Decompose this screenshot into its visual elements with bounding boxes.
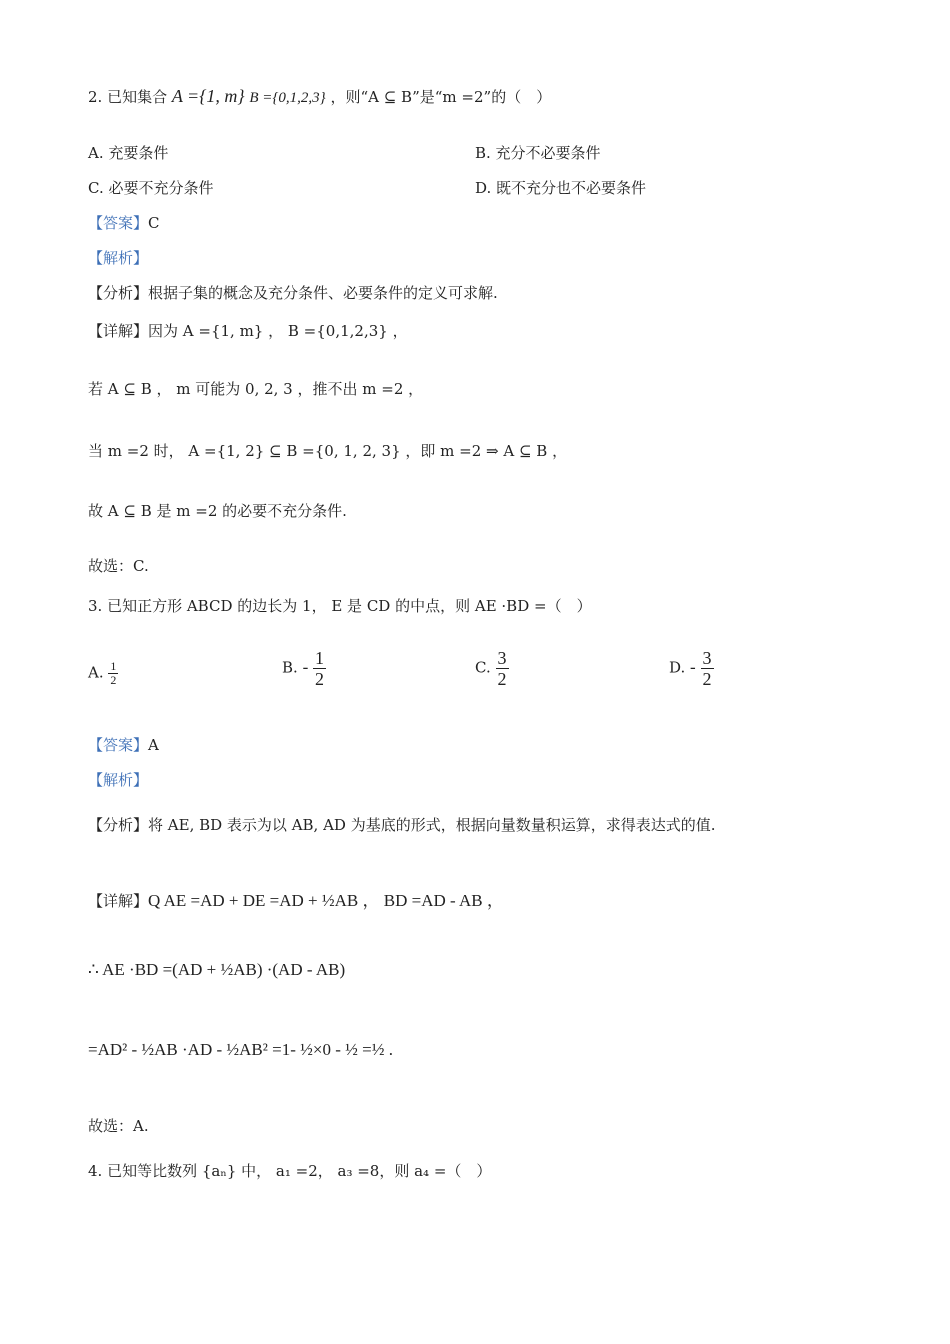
q3-choice: 故选：A. (88, 1117, 149, 1135)
q2-option-c: C. 必要不充分条件 (88, 179, 214, 197)
q2-option-b: B. 充分不必要条件 (475, 144, 601, 162)
q2-option-d: D. 既不充分也不必要条件 (475, 179, 647, 197)
q2-fenxi: 【分析】根据子集的概念及充分条件、必要条件的定义可求解. (88, 284, 498, 302)
q2-analysis-tag: 【解析】 (88, 249, 149, 267)
q3-detail-2: ∴ AE ·BD =(AD + ½AB) ·(AD - AB) (88, 960, 346, 979)
q3-answer: 【答案】A (88, 736, 159, 754)
q2-stem: 2. 已知集合 A ={1, m} B ={0,1,2,3} ，则“A ⊆ B”是“m =2”的（ ） (88, 86, 552, 106)
q3-option-d: D. - $\frac{3}{2}$ (669, 648, 712, 689)
q3-option-c: C. $\frac{3}{2}$ (475, 648, 507, 689)
q2-detail-4: 故 A ⊆ B 是 m =2 的必要不充分条件. (88, 502, 347, 520)
q4-stem: 4. 已知等比数列 {aₙ} 中， a₁ =2， a₃ =8，则 a₄ =（ ） (88, 1162, 492, 1180)
q3-detail-1: 【详解】Q AE =AD + DE =AD + ½AB ， BD =AD - AB ， (88, 891, 504, 910)
q2-answer: 【答案】C (88, 214, 160, 232)
q2-choice: 故选：C. (88, 557, 149, 575)
q3-option-b: B. - $\frac{1}{2}$ (282, 648, 325, 689)
q3-analysis-tag: 【解析】 (88, 771, 149, 789)
q3-option-a: A. $\frac{1}{2}$ (88, 659, 117, 687)
q2-detail-1: 【详解】因为 A ={1, m} ， B ={0,1,2,3} ， (88, 322, 408, 340)
q3-detail-3: =AD² - ½AB ·AD - ½AB² =1- ½×0 - ½ =½ . (88, 1040, 393, 1059)
q2-detail-2: 若 A ⊆ B ， m 可能为 0, 2, 3 ，推不出 m =2 ， (88, 380, 424, 398)
q3-stem: 3. 已知正方形 ABCD 的边长为 1， E 是 CD 的中点，则 AE ·BD =（ ） (88, 597, 592, 615)
q2-detail-3: 当 m =2 时， A ={1, 2} ⊆ B ={0, 1, 2, 3} ，即 m =2 ⇒ A ⊆ B ， (88, 442, 568, 460)
q2-option-a: A. 充要条件 (88, 144, 169, 162)
q3-fenxi: 【分析】将 AE, BD 表示为以 AB, AD 为基底的形式，根据向量数量积运算，求得表达式的值. (88, 816, 716, 834)
